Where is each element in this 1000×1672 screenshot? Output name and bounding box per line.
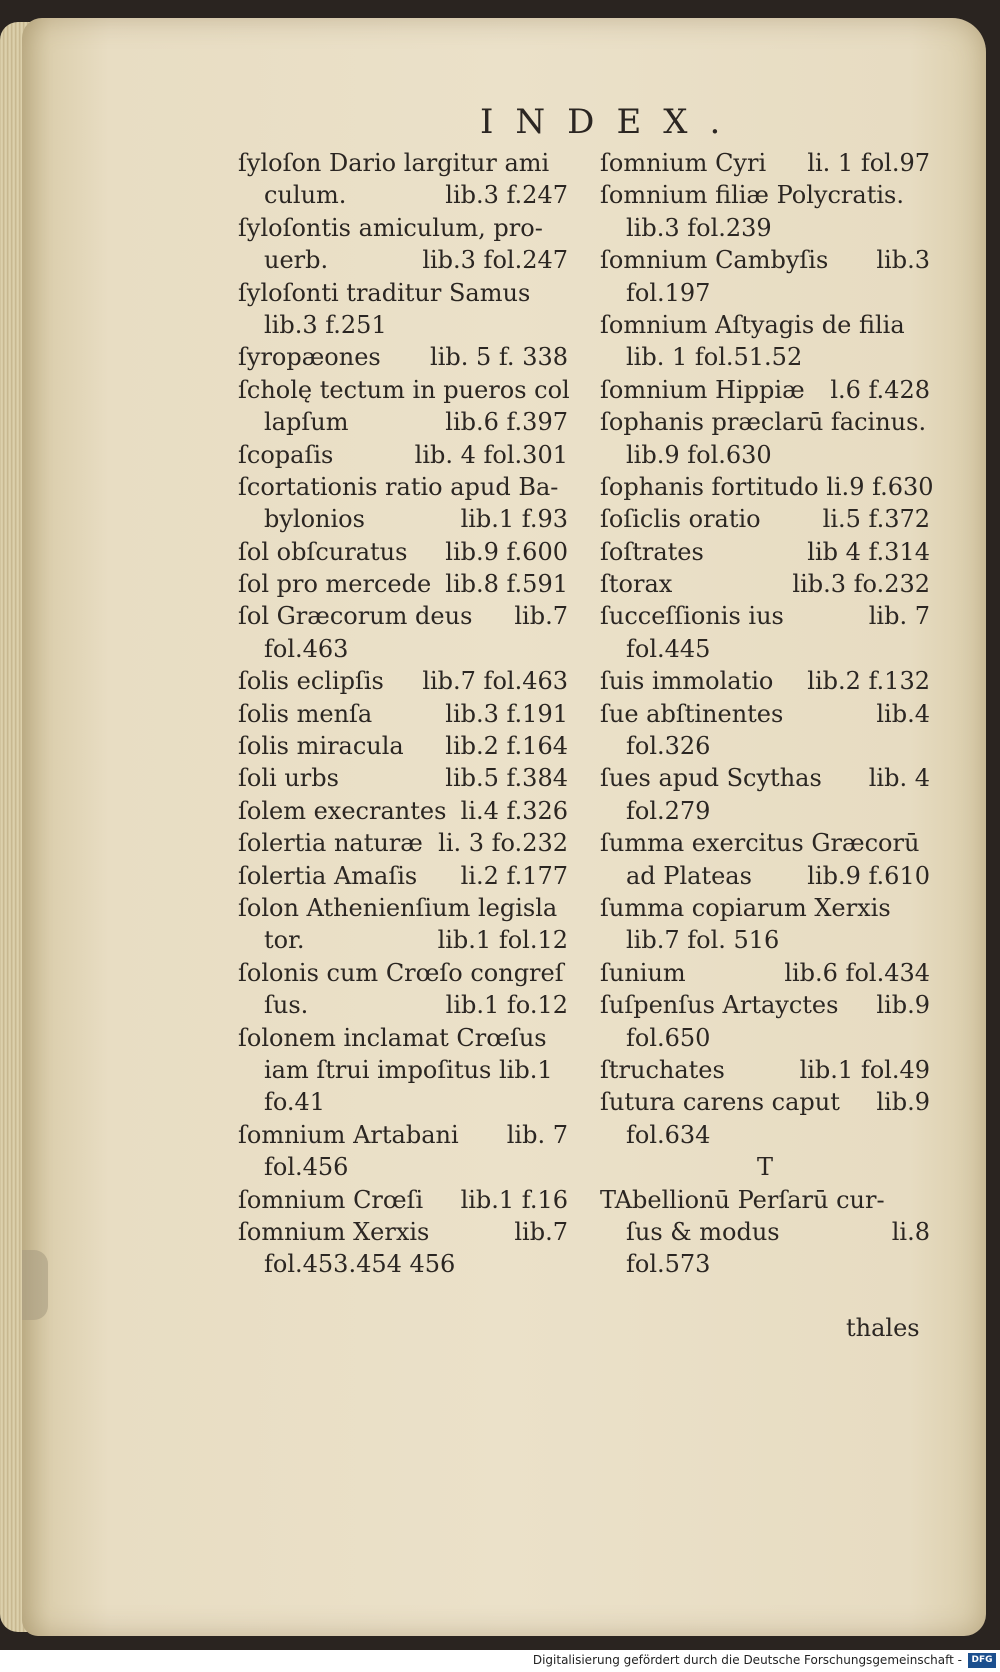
entry-text: ſus & modus [626,1217,780,1246]
entry-text: ſus. [264,991,309,1020]
entry-text: lib. 1 fol.51.52 [626,343,803,372]
entry-text: ſcopaſis [238,440,334,469]
entry-text: ſophanis præclarū facinus. [600,408,927,437]
index-entry [600,957,930,989]
index-entry [600,762,930,794]
entry-text: fo.41 [264,1088,326,1117]
index-entry [600,179,930,211]
index-entry [238,1248,568,1280]
index-entry [600,633,930,665]
index-entry [238,665,568,697]
entry-text: ſomnium Cambyſis [600,246,829,275]
entry-reference: lib.7 [514,602,568,631]
index-entry [238,503,568,535]
index-entry [238,374,568,406]
entry-reference: lib.8 f.591 [445,570,568,599]
entry-text: ſtorax [600,570,673,599]
entry-reference: li.4 f.326 [460,796,568,825]
index-entry [600,1086,930,1118]
entry-text: ſol obſcuratus [238,537,408,566]
index-entry [600,730,930,762]
entry-reference: lib.2 f.132 [807,667,930,696]
index-entry [600,698,930,730]
entry-text: uerb. [264,246,329,275]
index-entry [238,568,568,600]
entry-reference: lib.7 [514,1217,568,1246]
index-entry [600,665,930,697]
index-entry [600,1119,930,1151]
entry-text: ſumma copiarum Xerxis [600,893,891,922]
entry-reference: li.8 [891,1217,930,1246]
entry-reference: lib. 7 [506,1120,568,1149]
entry-text: culum. [264,181,347,210]
footer-text: Digitalisierung gefördert durch die Deutsche Forschungsgemeinschaft - [532,1653,962,1667]
index-entry [238,309,568,341]
index-entry [600,989,930,1021]
index-entry [238,212,568,244]
index-entry [238,1054,568,1086]
index-entry [600,892,930,924]
entry-text: fol.634 [626,1120,711,1149]
index-entry [600,244,930,276]
entry-text: fol.326 [626,732,711,761]
entry-reference: l.6 f.428 [830,375,930,404]
index-entry [600,924,930,956]
entry-text: lib.7 fol. 516 [626,926,780,955]
index-entry [600,147,930,179]
index-entry [238,860,568,892]
index-entry [238,827,568,859]
entry-text: ſolis menſa [238,699,373,728]
entry-text: ſoli urbs [238,764,339,793]
index-entry [600,1216,930,1248]
index-entry [600,1151,930,1183]
entry-reference: lib.9 [876,991,930,1020]
entry-reference: lib. 4 [868,764,930,793]
entry-text: ſolonis cum Crœſo congreſ [238,958,564,987]
index-entry [600,406,930,438]
entry-text: ſomnium Hippiæ [600,375,805,404]
entry-reference: lib. 5 f. 338 [430,343,568,372]
index-entry [238,795,568,827]
entry-text: T [756,1153,773,1182]
entry-text: bylonios [264,505,365,534]
index-entry [600,439,930,471]
entry-text: fol.573 [626,1250,711,1279]
entry-text: fol.453.454 456 [264,1250,456,1279]
entry-text: ſolon Athenienſium legisla [238,893,558,922]
index-entry [600,374,930,406]
index-entry [600,860,930,892]
entry-text: fol.445 [626,634,711,663]
index-entry [600,309,930,341]
entry-text: ſyropæones [238,343,381,372]
entry-text: lib.9 fol.630 [626,440,772,469]
entry-reference: lib. 7 [868,602,930,631]
left-column [238,147,568,1281]
index-entry [600,1184,930,1216]
entry-text: ſomnium Xerxis [238,1217,430,1246]
entry-text: ſol Græcorum deus [238,602,473,631]
entry-reference: lib.3 fo.232 [792,570,930,599]
index-entry [238,1184,568,1216]
index-entry [238,698,568,730]
entry-text: ſumma exercitus Græcorū [600,829,920,858]
entry-reference: lib.5 f.384 [445,764,568,793]
entry-text: ſcholę tectum in pueros col [238,375,570,404]
index-entry [238,536,568,568]
index-entry [238,147,568,179]
entry-reference: lib.1 fol.12 [437,926,568,955]
entry-text: ſuis immolatio [600,667,774,696]
index-entry [238,406,568,438]
entry-text: lib.3 f.251 [264,310,387,339]
entry-text: ſunium [600,958,686,987]
page-header: INDEX. [480,102,743,142]
index-entry [238,1086,568,1118]
entry-text: ſolis eclipſis [238,667,384,696]
entry-text: ſolertia Amaſis [238,861,418,890]
index-entry [238,179,568,211]
index-entry [600,568,930,600]
entry-text: tor. [264,926,305,955]
index-entry [600,795,930,827]
index-entry [600,827,930,859]
index-entry [600,212,930,244]
index-entry [600,471,934,503]
entry-text: ſyloſonti traditur Samus [238,278,531,307]
index-entry [238,244,568,276]
index-entry [600,536,930,568]
dfg-logo-icon: DFG [968,1653,996,1668]
entry-text: fol.456 [264,1153,349,1182]
entry-reference: lib.7 fol.463 [422,667,568,696]
entry-text: ſolonem inclamat Crœſus [238,1023,547,1052]
entry-text: ſyloſontis amiculum, pro- [238,213,543,242]
entry-text: ſyloſon Dario largitur ami [238,149,550,177]
index-entry [238,989,568,1021]
entry-text: ſolis miracula [238,732,404,761]
entry-reference: lib.3 fol.247 [422,246,568,275]
entry-text: ſol pro mercede [238,570,432,599]
index-entry [238,1216,568,1248]
index-entry [238,439,568,471]
entry-text: fol.197 [626,278,711,307]
index-entry [600,341,930,373]
index-entry [238,341,568,373]
entry-text: ſomnium filiæ Polycratis. [600,181,904,210]
entry-text: ſolertia naturæ [238,829,423,858]
entry-reference: li. 1 fol.97 [807,149,930,177]
entry-text: ſophanis fortitudo li.9 f.630 [600,472,934,501]
footer-bar [0,1650,1000,1672]
index-entry [600,1248,930,1280]
entry-reference: lib.9 [876,1088,930,1117]
entry-reference: li.2 f.177 [460,861,568,890]
entry-reference: lib.3 f.247 [445,181,568,210]
index-entry [600,503,930,535]
entry-text: TAbellionū Perſarū cur- [600,1185,885,1214]
entry-reference: lib.9 f.600 [445,537,568,566]
entry-reference: lib.1 fol.49 [799,1055,930,1084]
entry-text: ad Plateas [626,861,752,890]
entry-reference: lib.9 f.610 [807,861,930,890]
index-entry [238,1151,568,1183]
index-entry [238,600,568,632]
entry-reference: li.5 f.372 [822,505,930,534]
index-entry [238,924,568,956]
entry-text: ſuſpenſus Artayctes [600,991,839,1020]
index-entry [238,892,568,924]
entry-text: ſues apud Scythas [600,764,822,793]
index-entry [238,1119,568,1151]
index-entry [238,957,568,989]
right-column [600,147,934,1281]
entry-reference: lib.2 f.164 [445,732,568,761]
entry-text: ſomnium Artabani [238,1120,459,1149]
entry-reference: lib.1 f.16 [460,1185,568,1214]
entry-reference: lib 4 f.314 [807,537,930,566]
index-entry [238,762,568,794]
entry-reference: lib.3 [876,246,930,275]
index-entry [600,1054,930,1086]
entry-reference: lib.3 f.191 [445,699,568,728]
catchword: thales [846,1314,920,1342]
entry-text: ſolem execrantes [238,796,447,825]
entry-text: fol.279 [626,796,711,825]
entry-text: ſtruchates [600,1055,725,1084]
entry-reference: lib.6 f.397 [445,408,568,437]
entry-reference: lib.6 fol.434 [784,958,930,987]
entry-reference: lib. 4 fol.301 [414,440,568,469]
entry-text: fol.463 [264,634,349,663]
entry-text: ſomnium Aſtyagis de filia [600,310,905,339]
index-entry [238,633,568,665]
entry-text: lapſum [264,408,349,437]
entry-text: ſomnium Crœſi [238,1185,424,1214]
entry-reference: lib.1 fo.12 [445,991,568,1020]
index-entry [238,1022,568,1054]
entry-text: fol.650 [626,1023,711,1052]
entry-text: ſoſtrates [600,537,704,566]
index-entry [600,1022,930,1054]
index-entry [238,277,568,309]
entry-text: ſomnium Cyri [600,149,767,177]
index-entry [600,600,930,632]
entry-text: ſucceſſionis ius [600,602,784,631]
entry-reference: lib.1 f.93 [460,505,568,534]
entry-text: ſoſiclis oratio [600,505,761,534]
page-tab [22,1250,48,1320]
entry-text: ſue abſtinentes [600,699,784,728]
entry-text: ſutura carens caput [600,1088,840,1117]
entry-text: lib.3 fol.239 [626,213,772,242]
index-entry [238,730,568,762]
index-entry [238,471,568,503]
entry-reference: li. 3 fo.232 [438,829,568,858]
index-entry [600,277,930,309]
entry-text: ſcortationis ratio apud Ba- [238,472,559,501]
entry-text: iam ſtrui impoſitus lib.1 [264,1055,553,1084]
entry-reference: lib.4 [876,699,930,728]
